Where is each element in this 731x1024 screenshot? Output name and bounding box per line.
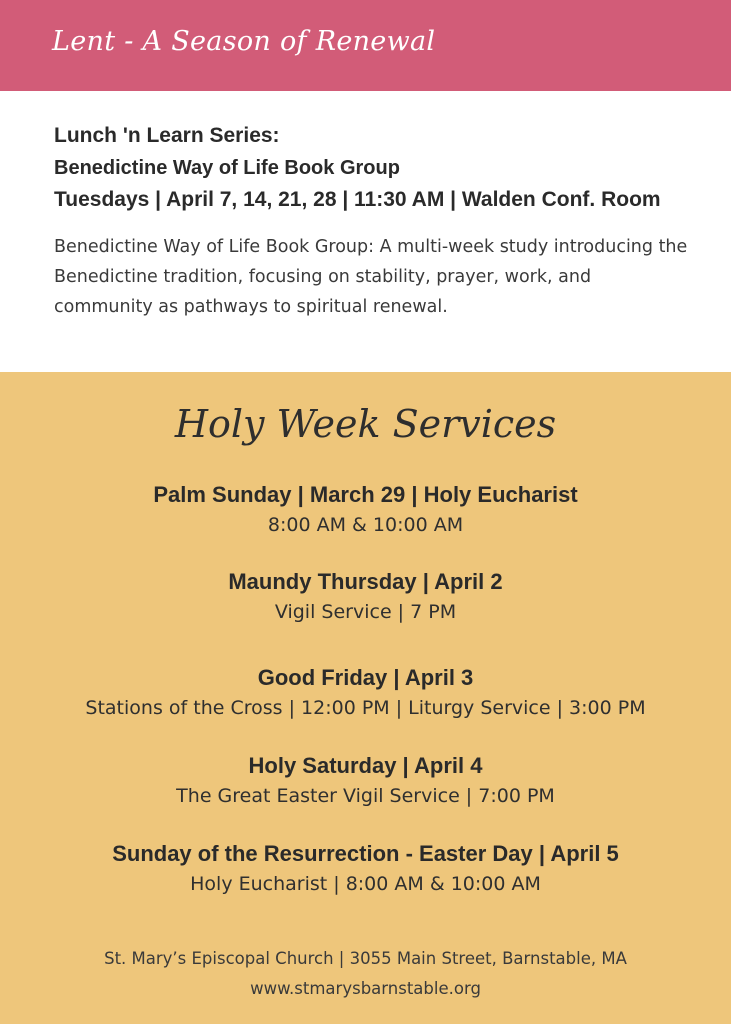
footer [0,944,731,1004]
service-good-friday [0,663,731,723]
church-address: St. Mary’s Episcopal Church | 3055 Main Street, Barnstable, MA [104,949,627,968]
service-palm-sunday [0,480,731,540]
service-holy-saturday [0,751,731,811]
lunch-schedule: Tuesdays | April 7, 14, 21, 28 | 11:30 AM | Walden Conf. Room [54,188,661,211]
lunch-description: Benedictine Way of Life Book Group: A multi-week study introducing the Benedictine tradition, focusing on stability, prayer, work, and community as pathways to spiritual renewal. [54,237,688,317]
service-maundy-thursday [0,567,731,627]
banner-title: Lent - A Season of Renewal [52,26,436,57]
header-banner [0,0,731,91]
service-heading: Holy Saturday | April 4 [248,753,483,778]
lunch-n-learn-section [0,91,731,372]
service-heading: Palm Sunday | March 29 | Holy Eucharist [153,482,578,507]
service-heading: Sunday of the Resurrection - Easter Day | April 5 [112,841,619,866]
lunch-subheading: Benedictine Way of Life Book Group [54,157,400,179]
service-detail: Stations of the Cross | 12:00 PM | Liturgy Service | 3:00 PM [85,697,646,719]
holy-week-section [0,372,731,1024]
service-detail: Holy Eucharist | 8:00 AM & 10:00 AM [190,873,541,895]
service-heading: Good Friday | April 3 [257,665,474,690]
lunch-heading: Lunch 'n Learn Series: [54,124,280,147]
service-heading: Maundy Thursday | April 2 [228,569,503,594]
holy-week-title: Holy Week Services [174,402,557,446]
service-detail: Vigil Service | 7 PM [274,601,457,623]
service-detail: The Great Easter Vigil Service | 7:00 PM [176,785,555,807]
service-detail: 8:00 AM & 10:00 AM [267,514,464,536]
website-link[interactable]: www.stmarysbarnstable.org [250,979,481,998]
service-easter-day [0,839,731,899]
